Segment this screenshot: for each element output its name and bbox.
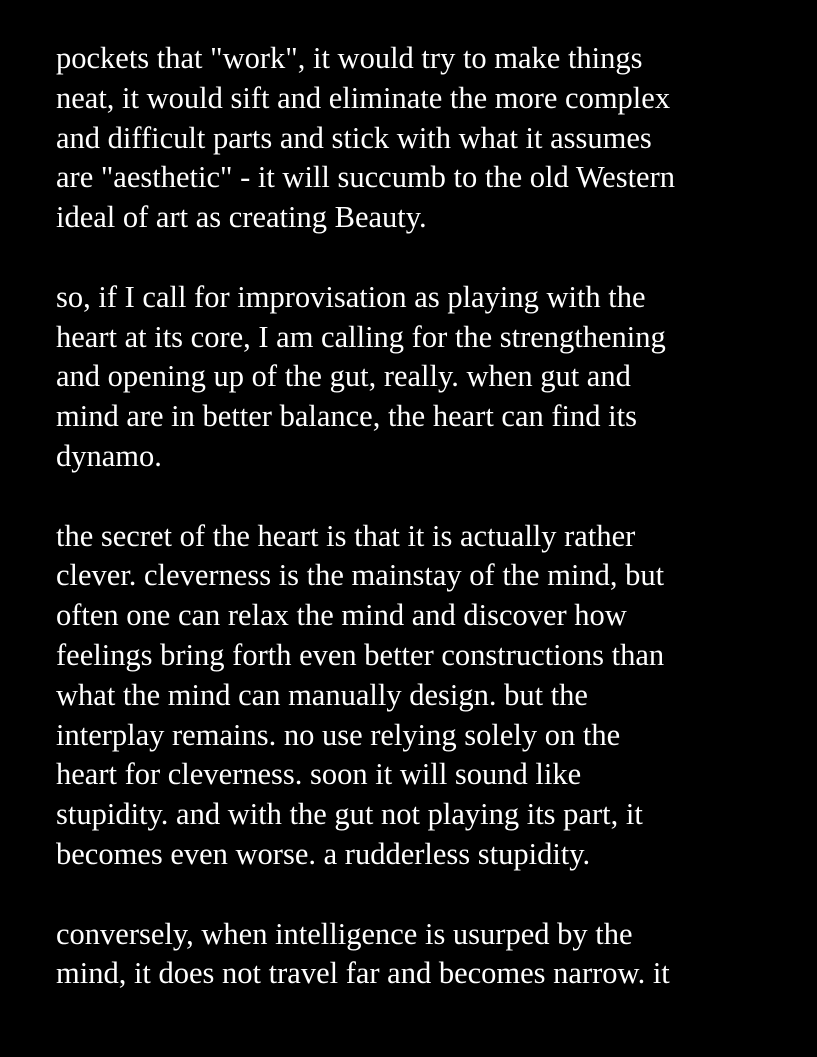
text-line: becomes even worse. a rudderless stupidity. [56, 836, 591, 871]
text-line: and difficult parts and stick with what it assumes [56, 120, 652, 155]
text-line: clever. cleverness is the mainstay of the mind, but [56, 558, 665, 593]
text-line: interplay remains. no use relying solely on the [56, 717, 621, 752]
text-line: stupidity. and with the gut not playing its part, it [56, 797, 643, 832]
paragraph-1 [56, 39, 801, 238]
paragraph-2 [56, 278, 801, 477]
text-line: heart for cleverness. soon it will sound like [56, 757, 582, 792]
text-line: often one can relax the mind and discover how [56, 598, 627, 633]
text-line: ideal of art as creating Beauty. [56, 200, 427, 235]
paragraph-4 [56, 915, 801, 995]
text-line: heart at its core, I am calling for the strengthening [56, 319, 666, 354]
text-line: conversely, when intelligence is usurped by the [56, 916, 633, 951]
paragraph-3 [56, 517, 801, 875]
text-line: the secret of the heart is that it is actually rather [56, 518, 636, 553]
text-block [56, 39, 801, 1034]
text-line: mind are in better balance, the heart can find its [56, 399, 637, 434]
text-line: are "aesthetic" - it will succumb to the old Western [56, 160, 675, 195]
text-line: so, if I call for improvisation as playing with the [56, 279, 646, 314]
text-line: mind, it does not travel far and becomes narrow. it [56, 956, 670, 991]
text-line: what the mind can manually design. but the [56, 677, 588, 712]
text-line: pockets that "work", it would try to make things [56, 41, 643, 75]
text-line: neat, it would sift and eliminate the more complex [56, 80, 671, 115]
text-line: dynamo. [56, 438, 162, 473]
text-line: feelings bring forth even better constructions than [56, 637, 665, 672]
text-line: and opening up of the gut, really. when gut and [56, 359, 631, 394]
